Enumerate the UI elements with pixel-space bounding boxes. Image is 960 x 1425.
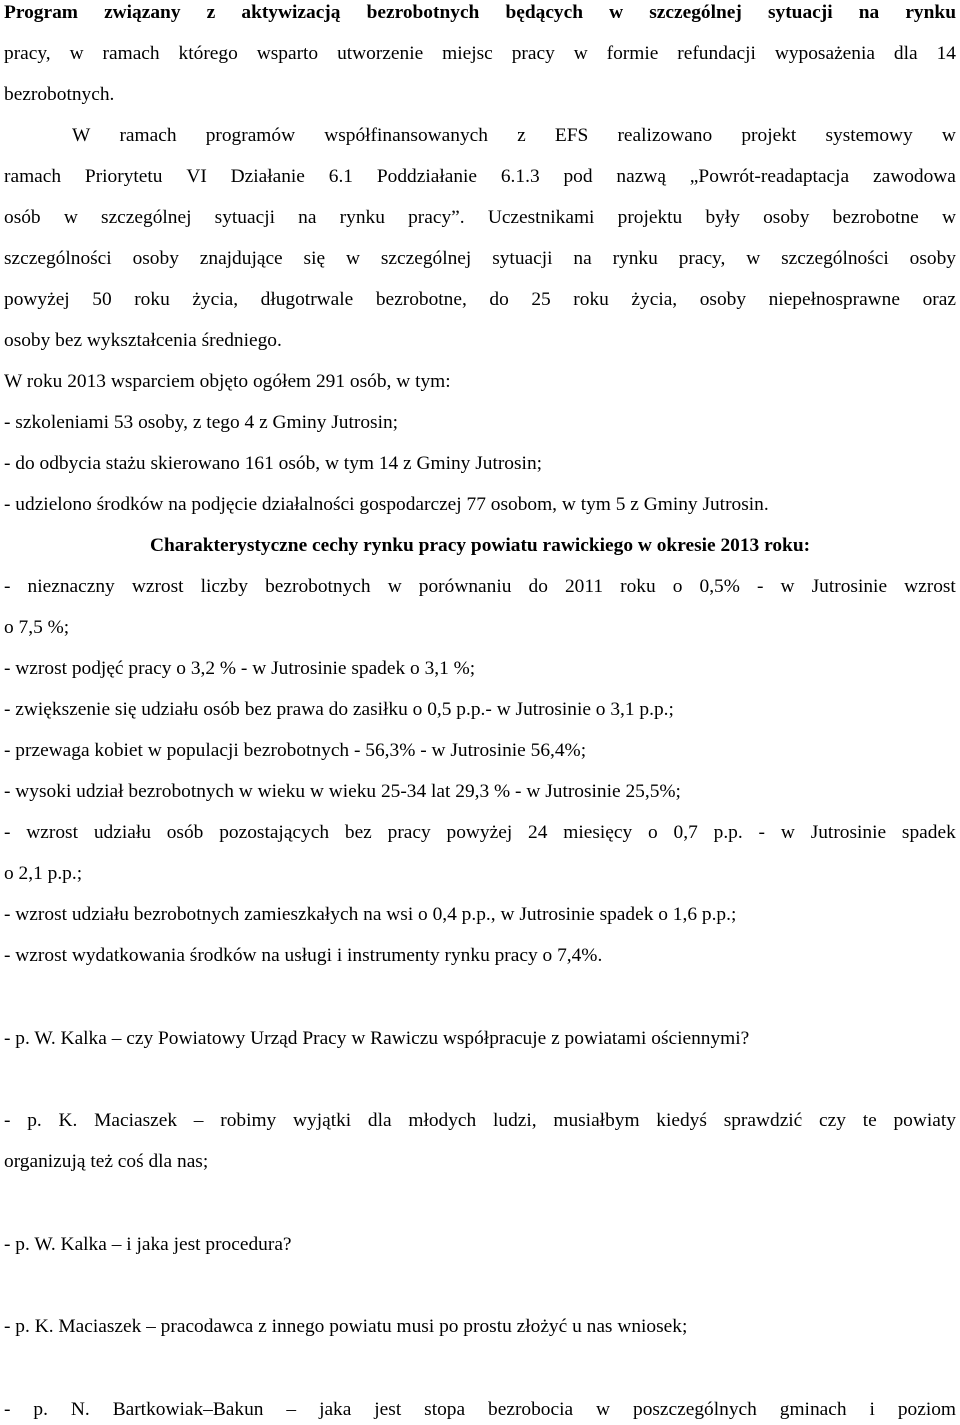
word: liczby: [200, 576, 248, 597]
word: wzrost: [131, 576, 184, 597]
word: ramach: [102, 43, 160, 64]
word: osoby: [132, 248, 179, 269]
word: z: [206, 2, 216, 23]
word: długotrwale: [260, 289, 354, 310]
word: bezrobotnych: [366, 2, 480, 23]
word: osoby: [909, 248, 956, 269]
word: 2011: [564, 576, 604, 597]
word: -: [757, 576, 764, 597]
word: musiałbym: [553, 1110, 640, 1131]
word: i: [869, 1399, 875, 1420]
word: Jutrosinie: [811, 576, 888, 597]
dialogue-line: - p. W. Kalka – i jaka jest procedura?: [4, 1234, 292, 1255]
word: udziału: [93, 822, 151, 843]
word: Priorytetu: [84, 166, 163, 187]
list-item: - wysoki udział bezrobotnych w wieku w wieku 25-34 lat 29,3 % - w Jutrosinie 25,5%;: [4, 781, 681, 802]
paragraph-line: W roku 2013 wsparciem objęto ogółem 291 osób, w tym:: [4, 371, 451, 392]
word: ramach: [119, 125, 177, 146]
word: w: [69, 43, 84, 64]
word: Maciaszek: [94, 1110, 178, 1131]
word: K.: [58, 1110, 78, 1131]
word: W: [72, 125, 91, 146]
section-heading: Charakterystyczne cechy rynku pracy powiatu rawickiego w okresie 2013 roku:: [149, 535, 811, 556]
word: bez: [344, 822, 372, 843]
list-item: - do odbycia stażu skierowano 161 osób, w tym 14 z Gminy Jutrosin;: [4, 453, 543, 474]
word: w: [941, 207, 956, 228]
list-item: [4, 575, 956, 599]
word: powyżej: [4, 289, 70, 310]
word: współfinansowanych: [324, 125, 488, 146]
list-item-continuation: o 7,5 %;: [4, 617, 70, 638]
word: życia,: [631, 289, 678, 310]
word: formie: [606, 43, 659, 64]
list-item: - udzielono środków na podjęcie działalności gospodarczej 77 osobom, w tym 5 z Gminy Jutrosin.: [4, 494, 769, 515]
word: wyposażenia: [774, 43, 875, 64]
paragraph-line: bezrobotnych.: [4, 84, 115, 105]
word: jaka: [319, 1399, 352, 1420]
word: N.: [70, 1399, 90, 1420]
word: poszczególnych: [633, 1399, 757, 1420]
word: -: [4, 822, 11, 843]
word: o: [672, 576, 683, 597]
word: do: [489, 289, 509, 310]
word: młodych: [408, 1110, 477, 1131]
word: dla: [893, 43, 918, 64]
word: aktywizacją: [241, 2, 341, 23]
word: będących: [505, 2, 584, 23]
word: pracy,: [678, 248, 726, 269]
word: pod: [563, 166, 593, 187]
word: 14: [936, 43, 956, 64]
word: nazwą: [616, 166, 666, 187]
word: pozostających: [219, 822, 330, 843]
word: sytuacji: [767, 2, 833, 23]
word: p.p.: [713, 822, 743, 843]
word: 50: [92, 289, 112, 310]
word: utworzenie: [337, 43, 424, 64]
word: ramach: [4, 166, 62, 187]
word: -: [4, 576, 11, 597]
word: w: [63, 207, 78, 228]
word: szczególności: [4, 248, 112, 269]
word: pracy: [511, 43, 555, 64]
word: rynku: [339, 207, 385, 228]
word: związany: [104, 2, 181, 23]
word: szczególnej: [649, 2, 742, 23]
word: osób: [4, 207, 41, 228]
word: –: [286, 1399, 297, 1420]
word: w: [746, 248, 761, 269]
word: Bartkowiak–Bakun: [112, 1399, 264, 1420]
paragraph-line: [4, 1, 956, 25]
dialogue-line: - p. K. Maciaszek – pracodawca z innego powiatu musi po prostu złożyć u nas wniosek;: [4, 1316, 688, 1337]
word: zawodowa: [873, 166, 956, 187]
word: programów: [205, 125, 296, 146]
word: którego: [178, 43, 238, 64]
word: -: [758, 822, 766, 843]
word: stopa: [424, 1399, 466, 1420]
word: w: [345, 248, 360, 269]
word: o: [648, 822, 658, 843]
dialogue-continuation: organizują też coś dla nas;: [4, 1151, 209, 1172]
word: na: [573, 248, 592, 269]
word: do: [528, 576, 548, 597]
dialogue-line: [4, 1109, 956, 1133]
list-item: - zwiększenie się udziału osób bez prawa do zasiłku o 0,5 p.p.- w Jutrosinie o 3,1 p.p.;: [4, 699, 674, 720]
word: jest: [374, 1399, 402, 1420]
word: spadek: [901, 822, 956, 843]
word: -: [4, 1110, 11, 1131]
word: szczególnej: [380, 248, 472, 269]
dialogue-line: [4, 1398, 956, 1422]
word: dla: [367, 1110, 392, 1131]
dialogue-line: - p. W. Kalka – czy Powiatowy Urząd Pracy w Rawiczu współpracuje z powiatami ościennymi?: [4, 1028, 750, 1049]
word: roku: [573, 289, 609, 310]
list-item: - przewaga kobiet w populacji bezrobotnych - 56,3% - w Jutrosinie 56,4%;: [4, 740, 587, 761]
word: systemowy: [825, 125, 913, 146]
word: w: [780, 822, 795, 843]
word: ludzi,: [492, 1110, 537, 1131]
word: się: [303, 248, 326, 269]
word: w: [596, 1399, 611, 1420]
word: p.: [27, 1110, 42, 1131]
word: projekt: [741, 125, 797, 146]
word: sprawdzić: [723, 1110, 803, 1131]
word: osób: [166, 822, 204, 843]
word: -: [4, 1399, 11, 1420]
word: sytuacji: [214, 207, 275, 228]
word: 0,7: [673, 822, 698, 843]
word: nieznaczny: [27, 576, 115, 597]
word: powyżej: [446, 822, 513, 843]
word: miesięcy: [563, 822, 633, 843]
word: Program: [4, 2, 78, 23]
word: wzrost: [26, 822, 78, 843]
word: refundacji: [677, 43, 756, 64]
word: Działanie: [230, 166, 305, 187]
word: były: [705, 207, 740, 228]
word: pracy: [387, 822, 431, 843]
word: realizowano: [617, 125, 713, 146]
word: porównaniu: [418, 576, 512, 597]
word: na: [298, 207, 317, 228]
word: wsparto: [256, 43, 319, 64]
paragraph-line: [4, 165, 956, 189]
word: z: [517, 125, 526, 146]
word: –: [193, 1110, 204, 1131]
word: szczególności: [781, 248, 889, 269]
word: w: [609, 2, 624, 23]
word: wyjątki: [293, 1110, 352, 1131]
word: 6.1.3: [500, 166, 540, 187]
word: roku: [134, 289, 170, 310]
word: Jutrosinie: [810, 822, 887, 843]
word: 25: [531, 289, 551, 310]
word: kiedyś: [656, 1110, 707, 1131]
word: Uczestnikami: [487, 207, 595, 228]
word: gminach: [779, 1399, 847, 1420]
word: oraz: [922, 289, 956, 310]
word: bezrobotne,: [375, 289, 467, 310]
word: poziom: [897, 1399, 956, 1420]
word: w: [573, 43, 588, 64]
list-item: - szkoleniami 53 osoby, z tego 4 z Gminy Jutrosin;: [4, 412, 399, 433]
paragraph-line: [4, 42, 956, 66]
word: pracy”.: [408, 207, 465, 228]
word: szczególnej: [101, 207, 192, 228]
word: EFS: [554, 125, 589, 146]
list-item: - wzrost wydatkowania środków na usługi i instrumenty rynku pracy o 7,4%.: [4, 945, 603, 966]
word: bezrobotne: [832, 207, 919, 228]
word: robimy: [220, 1110, 277, 1131]
paragraph-line: [72, 124, 956, 148]
word: wzrost: [904, 576, 956, 597]
list-item: - wzrost udziału bezrobotnych zamieszkałych na wsi o 0,4 p.p., w Jutrosinie spadek o 1,6 p.p.;: [4, 904, 737, 925]
word: sytuacji: [492, 248, 553, 269]
word: Poddziałanie: [376, 166, 478, 187]
list-item: - wzrost podjęć pracy o 3,2 % - w Jutrosinie spadek o 3,1 %;: [4, 658, 476, 679]
word: VI: [186, 166, 207, 187]
word: pracy,: [4, 43, 51, 64]
word: miejsc: [442, 43, 493, 64]
word: w: [387, 576, 402, 597]
paragraph-line: [4, 288, 956, 312]
word: niepełnosprawne: [768, 289, 900, 310]
paragraph-line: osoby bez wykształcenia średniego.: [4, 330, 282, 351]
list-item: [4, 821, 956, 845]
word: 6.1: [328, 166, 354, 187]
word: powiaty: [893, 1110, 956, 1131]
paragraph-line: [4, 247, 956, 271]
word: te: [862, 1110, 877, 1131]
word: 24: [528, 822, 548, 843]
word: roku: [620, 576, 656, 597]
word: bezrobocia: [488, 1399, 574, 1420]
word: czy: [819, 1110, 846, 1131]
word: rynku: [905, 2, 956, 23]
list-item-continuation: o 2,1 p.p.;: [4, 863, 83, 884]
word: osoby: [699, 289, 747, 310]
word: 0,5%: [699, 576, 740, 597]
paragraph-line: [4, 206, 956, 230]
word: projektu: [617, 207, 683, 228]
word: na: [858, 2, 880, 23]
word: bezrobotnych: [265, 576, 371, 597]
word: w: [780, 576, 795, 597]
word: „Powrót-readaptacja: [689, 166, 850, 187]
word: rynku: [612, 248, 658, 269]
word: w: [941, 125, 956, 146]
word: życia,: [192, 289, 239, 310]
word: p.: [33, 1399, 48, 1420]
word: znajdujące: [199, 248, 283, 269]
word: osoby: [763, 207, 810, 228]
